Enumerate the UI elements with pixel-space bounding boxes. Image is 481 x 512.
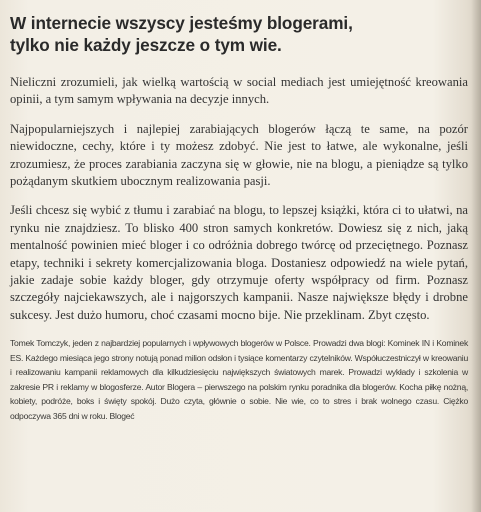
paragraph-traits: Najpopularniejszych i najlepiej zarabiających blogerów łączą te same, na pozór niewidoczne, cechy, które i ty możesz zdobyć. Nie jest to łatwe, ale wykonalne, jeśli zrozumiesz, że proces zarabiania zaczyna się w głowie, nie na blogu, a pieniądze są tylko pożądanym skutkiem ubocznym realizowania pasji. (10, 121, 468, 189)
page-edge-shadow (471, 0, 481, 512)
headline (10, 12, 468, 56)
paragraph-book-pitch: Jeśli chcesz się wybić z tłumu i zarabiać na blogu, to lepszej książki, która ci to ułatwi, na rynku nie znajdziesz. To blisko 400 stron samych konkretów. Dowiesz się z nich, jaką mentalność powinien mieć bloger i co odróżnia dobrego twórcę od przeciętnego. Poznasz etapy, techniki i sekrety komercjalizowania bloga. Dostaniesz odpowiedź na wiele pytań, jakie zadaje sobie każdy bloger, gdy otrzymuje oferty współpracy od firm. Poznasz szczegóły najciekawszych, ale i najgorszych kampanii. Nasze największe błędy i drobne sukcesy. Jest dużo humoru, choć czasami mocno bije. Nie przeklinam. Zbyt często. (10, 203, 468, 322)
author-bio: Tomek Tomczyk, jeden z najbardziej popularnych i wpływowych blogerów w Polsce. Prowadzi dwa blogi: Kominek IN i Kominek ES. Każdego miesiąca jego strony notują ponad milion odsłon i tysiące komentarzy czytelników. Współuczestniczył w kreowaniu i realizowaniu kampanii reklamowych dla kilkudziesięciu największych światowych marek. Prowadzi wykłady i szkolenia w zakresie PR i reklamy w blogosferze. Autor Blogera – pierwszego na polskim rynku poradnika dla blogerów. Kocha piłkę nożną, kobiety, podróże, boks i święty spokój. Dużo czyta, głównie o sobie. Nie wie, co to stres i brak wolnego czasu. Ciężko odpoczywa 365 dni w roku. Blogeć (10, 338, 468, 421)
headline-line-1: W internecie wszyscy jesteśmy blogerami, (10, 13, 353, 33)
paragraph-intro: Nieliczni zrozumieli, jak wielką wartością w social mediach jest umiejętność kreowania opinii, a tym samym wpływania na decyzje innych. (10, 75, 468, 107)
cover-text (10, 12, 468, 423)
headline-line-2: tylko nie każdy jeszcze o tym wie. (10, 35, 282, 55)
